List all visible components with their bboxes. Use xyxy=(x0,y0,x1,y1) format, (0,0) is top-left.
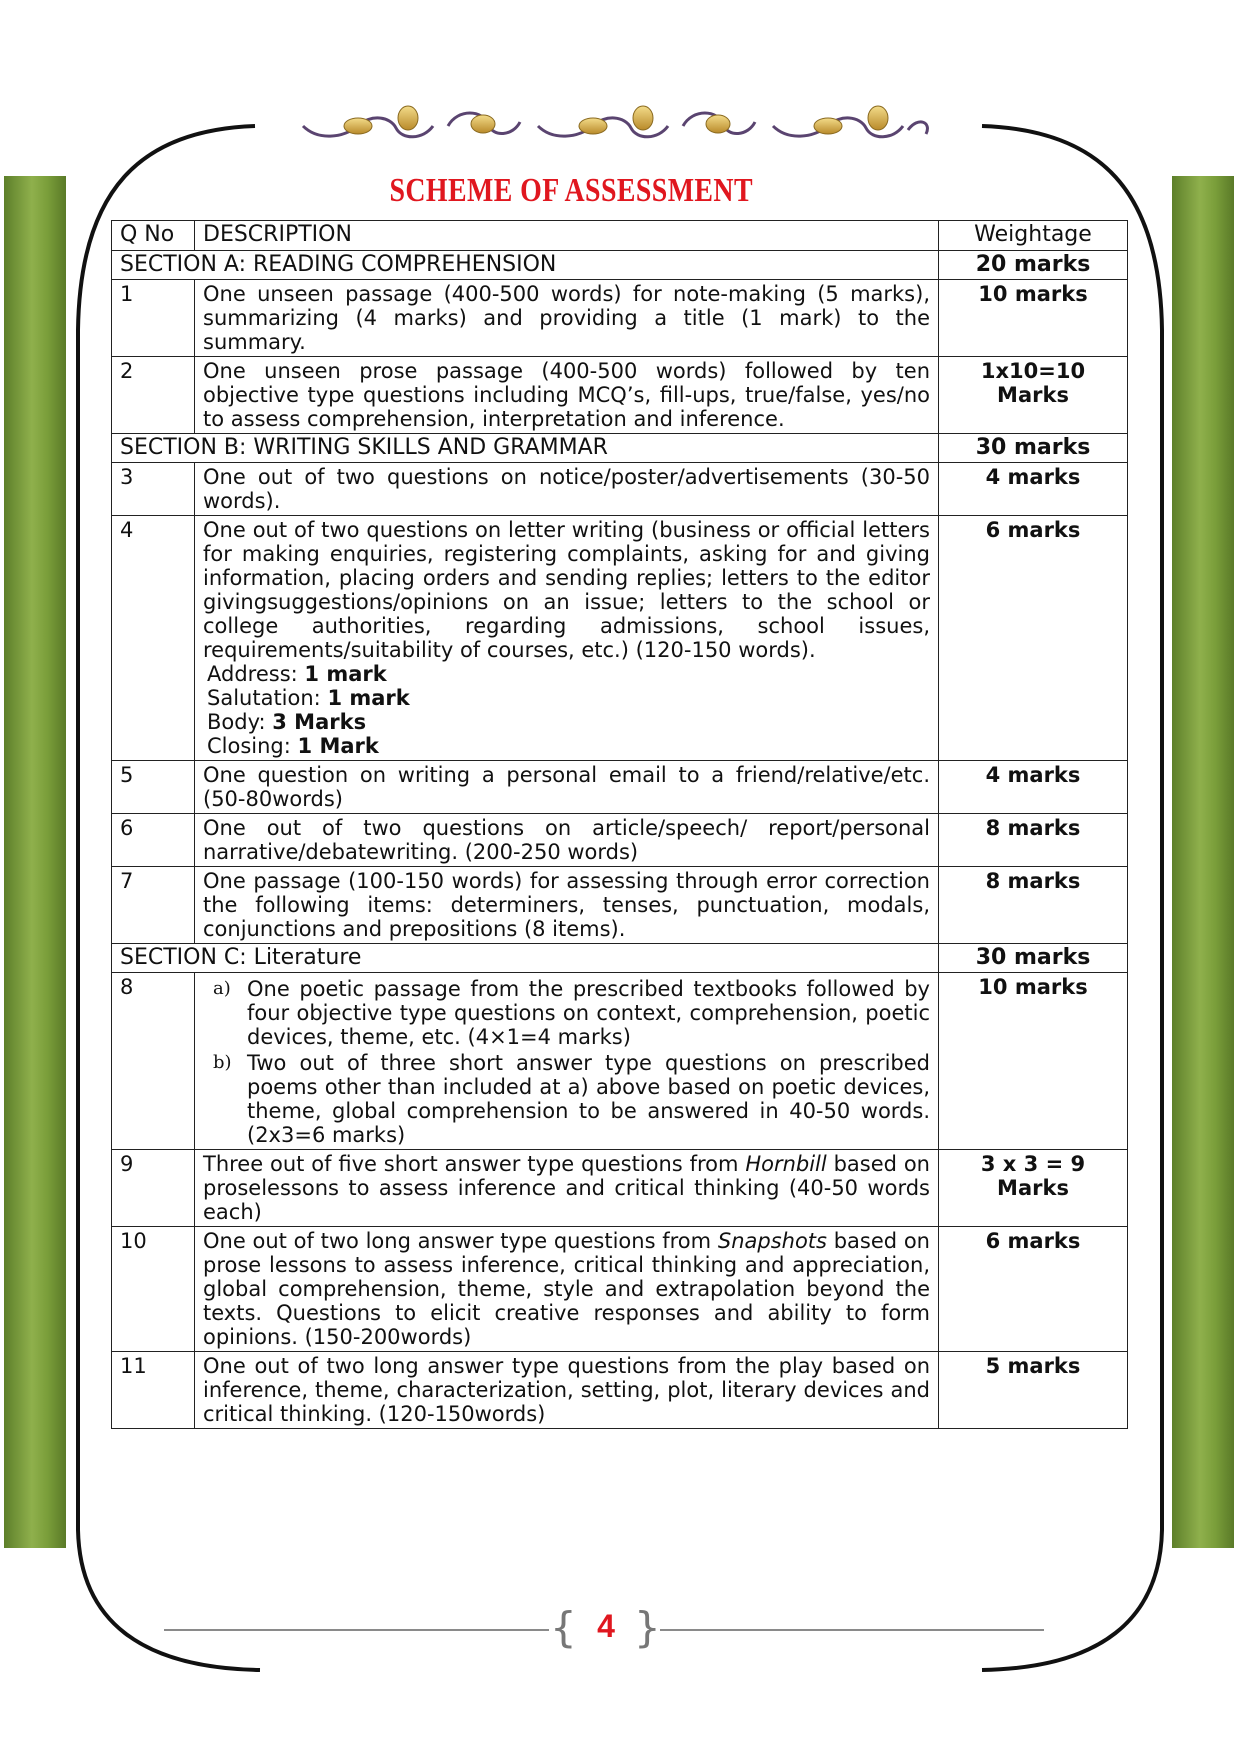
table-row xyxy=(112,1352,1128,1429)
question-number: 7 xyxy=(112,867,195,944)
table-row xyxy=(112,973,1128,1150)
question-marks: 8 marks xyxy=(939,814,1128,867)
table-row xyxy=(112,280,1128,357)
question-marks: 5 marks xyxy=(939,1352,1128,1429)
question-text: One out of two questions on letter writing (business or official letters for making enquiries, registering complaints, asking for and giving information, placing orders and sending replies; letters to the editor givingsuggestions/opinions on an issue; letters to the school or college authorities, regarding admissions, school issues, requirements/suitability of courses, etc.) (120-150 words). xyxy=(203,518,930,662)
header-description: DESCRIPTION xyxy=(195,221,939,251)
question-marks xyxy=(939,1150,1128,1227)
question-marks xyxy=(939,357,1128,434)
question-text: Three out of five short answer type questions from xyxy=(203,1152,746,1176)
page-number: 4 xyxy=(597,1608,615,1644)
table-row xyxy=(112,463,1128,516)
question-description xyxy=(195,516,939,761)
left-brace-icon: { xyxy=(550,1603,577,1652)
question-number: 1 xyxy=(112,280,195,357)
question-description: One question on writing a personal email to a friend/relative/etc. (50-80words) xyxy=(195,761,939,814)
sub-question xyxy=(203,1051,930,1147)
table-row xyxy=(112,1150,1128,1227)
table-row xyxy=(112,761,1128,814)
section-row xyxy=(112,944,1128,973)
question-marks: 6 marks xyxy=(939,1227,1128,1352)
question-description xyxy=(195,973,939,1150)
marks-line: Marks xyxy=(997,1176,1069,1200)
sub-question-text: Two out of three short answer type questions on prescribed poems other than included at a) above based on poetic devices, theme, global comprehension to be answered in 40-50 words. (2x3=6 marks) xyxy=(247,1051,930,1147)
question-text: based on prose lessons to assess inference, critical thinking and appreciation, global comprehension, theme, style and extrapolation beyond the texts. Questions to elicit creative responses and ability to form opinions. (150-200words) xyxy=(203,1229,930,1349)
allocation-value: 1 Mark xyxy=(297,734,379,758)
table-header-row xyxy=(112,221,1128,251)
page-title: SCHEME OF ASSESSMENT xyxy=(389,172,753,209)
question-number: 8 xyxy=(112,973,195,1150)
header-weightage: Weightage xyxy=(939,221,1128,251)
sub-question xyxy=(203,977,930,1049)
allocation-value: 3 Marks xyxy=(272,710,367,734)
question-description: One passage (100-150 words) for assessing through error correction the following items: determiners, tenses, punctuation, modals, conjunctions and prepositions (8 items). xyxy=(195,867,939,944)
table-row xyxy=(112,357,1128,434)
right-brace-icon: } xyxy=(634,1603,661,1652)
question-number: 9 xyxy=(112,1150,195,1227)
footer-rule-right xyxy=(660,1629,1044,1631)
question-number: 6 xyxy=(112,814,195,867)
allocation-value: 1 mark xyxy=(304,662,387,686)
marks-line: Marks xyxy=(997,383,1069,407)
section-title: SECTION A: READING COMPREHENSION xyxy=(112,251,939,280)
assessment-table xyxy=(111,220,1128,1429)
section-title: SECTION B: WRITING SKILLS AND GRAMMAR xyxy=(112,434,939,463)
question-description: One out of two questions on notice/poster/advertisements (30-50 words). xyxy=(195,463,939,516)
question-marks: 10 marks xyxy=(939,973,1128,1150)
question-number: 10 xyxy=(112,1227,195,1352)
section-marks: 20 marks xyxy=(939,251,1128,280)
section-marks: 30 marks xyxy=(939,434,1128,463)
question-marks: 10 marks xyxy=(939,280,1128,357)
question-description xyxy=(195,1227,939,1352)
question-number: 5 xyxy=(112,761,195,814)
sub-question-text: One poetic passage from the prescribed textbooks followed by four objective type questions on context, comprehension, poetic devices, theme, etc. (4×1=4 marks) xyxy=(247,977,930,1049)
sub-question-label: a) xyxy=(213,978,231,999)
marks-line: 1x10=10 xyxy=(980,359,1086,383)
question-description xyxy=(195,1150,939,1227)
question-description: One unseen passage (400-500 words) for note-making (5 marks), summarizing (4 marks) and providing a title (1 mark) to the summary. xyxy=(195,280,939,357)
question-description: One out of two long answer type questions from the play based on inference, theme, characterization, setting, plot, literary devices and critical thinking. (120-150words) xyxy=(195,1352,939,1429)
table-row xyxy=(112,516,1128,761)
mark-allocation xyxy=(203,662,930,758)
question-marks: 4 marks xyxy=(939,463,1128,516)
allocation-label: Address: xyxy=(207,662,298,686)
allocation-label: Closing: xyxy=(207,734,291,758)
section-title: SECTION C: Literature xyxy=(112,944,939,973)
question-marks: 4 marks xyxy=(939,761,1128,814)
question-number: 2 xyxy=(112,357,195,434)
allocation-value: 1 mark xyxy=(327,686,410,710)
header-qno: Q No xyxy=(112,221,195,251)
question-marks: 8 marks xyxy=(939,867,1128,944)
allocation-label: Body: xyxy=(207,710,266,734)
question-number: 11 xyxy=(112,1352,195,1429)
book-title: Hornbill xyxy=(745,1152,827,1176)
sub-question-label: b) xyxy=(213,1052,232,1073)
question-description: One out of two questions on article/speech/ report/personal narrative/debatewriting. (200-250 words) xyxy=(195,814,939,867)
table-row xyxy=(112,867,1128,944)
question-text: based on proselessons to assess inference and critical thinking (40-50 words each) xyxy=(203,1152,930,1224)
section-row xyxy=(112,251,1128,280)
question-description: One unseen prose passage (400-500 words) followed by ten objective type questions including MCQ’s, fill-ups, true/false, yes/no to assess comprehension, interpretation and inference. xyxy=(195,357,939,434)
footer-rule-left xyxy=(164,1629,549,1631)
marks-line: 3 x 3 = 9 xyxy=(980,1152,1086,1176)
decorative-ornament xyxy=(298,96,938,146)
table-row xyxy=(112,814,1128,867)
question-number: 4 xyxy=(112,516,195,761)
question-number: 3 xyxy=(112,463,195,516)
table-row xyxy=(112,1227,1128,1352)
question-marks: 6 marks xyxy=(939,516,1128,761)
allocation-label: Salutation: xyxy=(207,686,321,710)
book-title: Snapshots xyxy=(717,1229,827,1253)
section-marks: 30 marks xyxy=(939,944,1128,973)
question-text: One out of two long answer type questions from xyxy=(203,1229,718,1253)
section-row xyxy=(112,434,1128,463)
